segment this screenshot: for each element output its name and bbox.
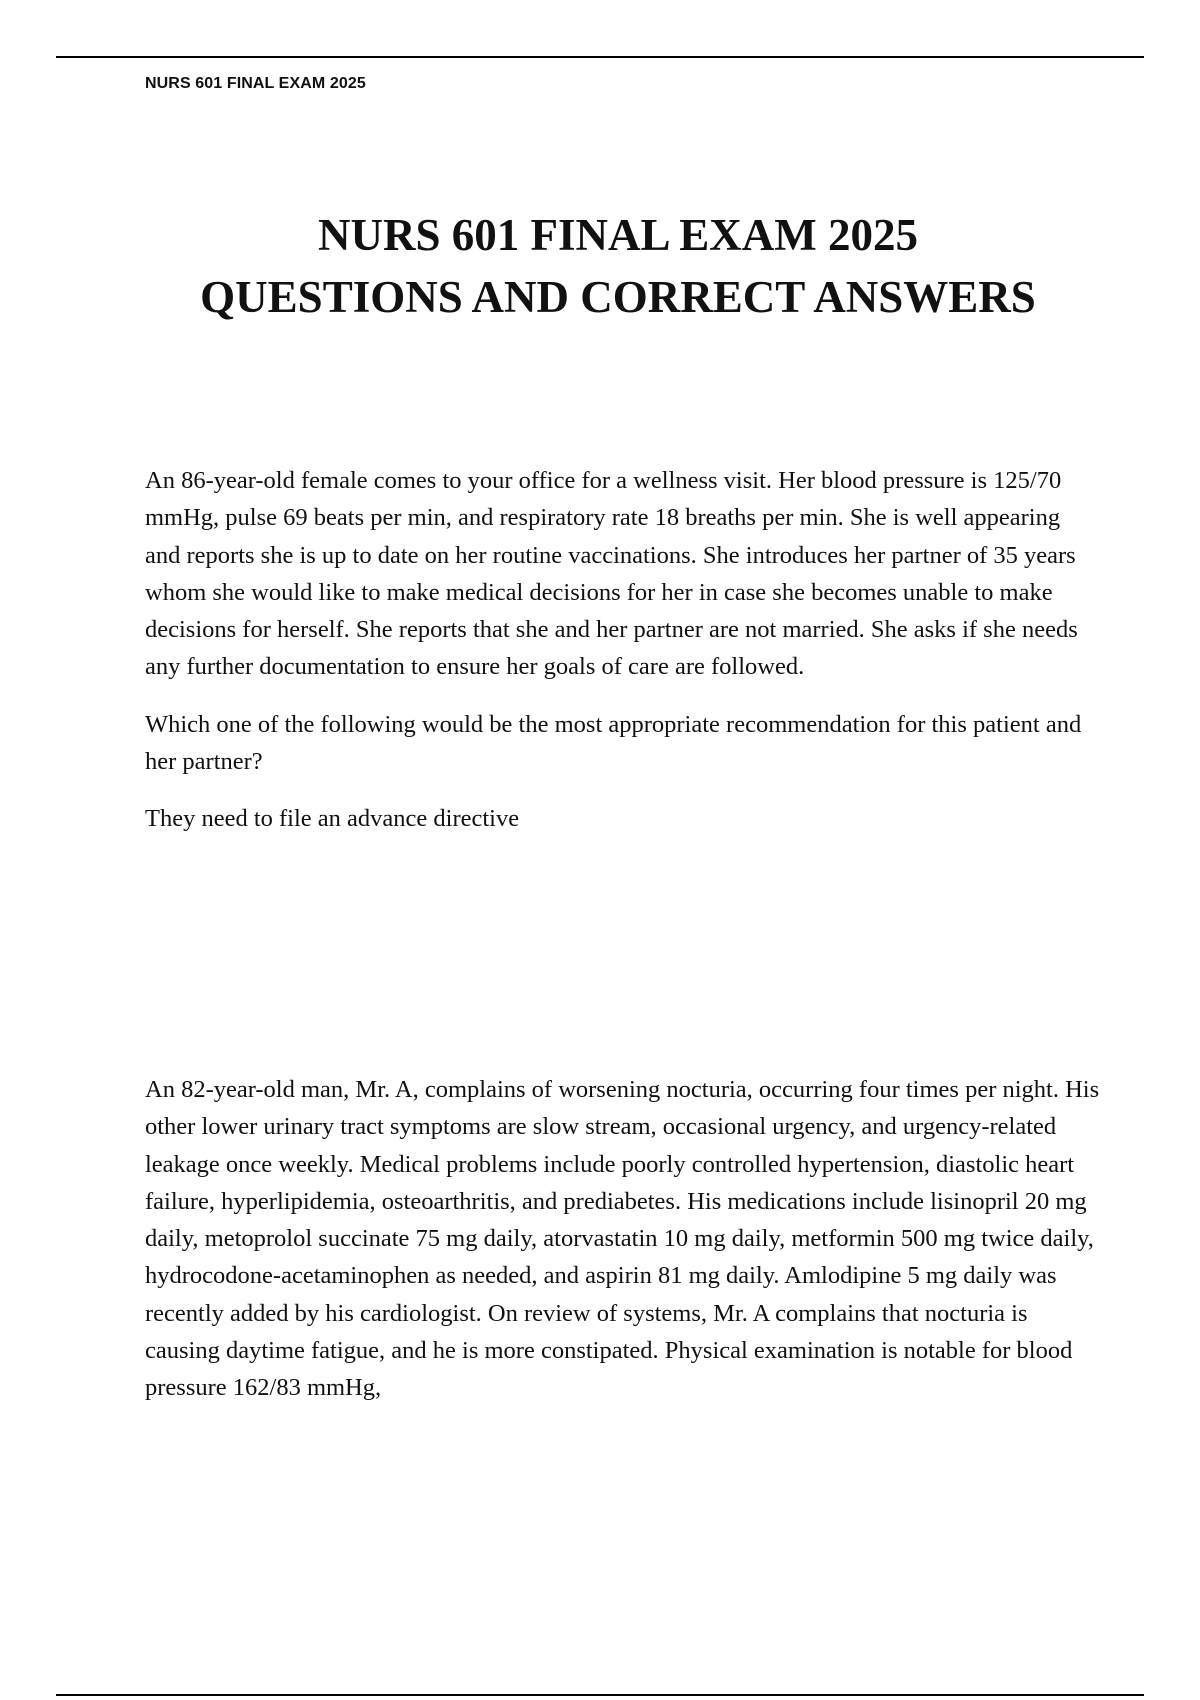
question-1-prompt: Which one of the following would be the most appropriate recommendation for this patient and her partner? — [145, 710, 1082, 776]
document-title-line-2: QUESTIONS AND CORRECT ANSWERS — [200, 272, 1036, 322]
question-1-answer: They need to file an advance directive — [145, 805, 520, 833]
document-title-line-1: NURS 601 FINAL EXAM 2025 — [317, 210, 919, 260]
question-1 — [145, 462, 1100, 858]
footer-rule — [56, 1694, 1144, 1696]
question-2 — [145, 1071, 1100, 1427]
running-header: NURS 601 FINAL EXAM 2025 — [145, 75, 366, 92]
header-rule — [56, 56, 1144, 58]
question-2-stem: An 82-year-old man, Mr. A, complains of worsening nocturia, occurring four times per night. His other lower urinary tract symptoms are slow stream, occasional urgency, and urgency-related leakage once weekly. Medical problems include poorly controlled hypertension, diastolic heart failure, hyperlipidemia, osteoarthritis, and prediabetes. His medications include lisinopril 20 mg daily, metoprolol succinate 75 mg daily, atorvastatin 10 mg daily, metformin 500 mg twice daily, hydrocodone-acetaminophen as needed, and aspirin 81 mg daily. Amlodipine 5 mg daily was recently added by his cardiologist. On review of systems, Mr. A complains that nocturia is causing daytime fatigue, and he is more constipated. Physical examination is notable for blood pressure 162/83 mmHg, — [145, 1076, 1100, 1402]
document-title — [0, 204, 1200, 328]
question-1-stem: An 86-year-old female comes to your office for a wellness visit. Her blood pressure is 125/70 mmHg, pulse 69 beats per min, and respiratory rate 18 breaths per min. She is well appearing and reports she is up to date on her routine vaccinations. She introduces her partner of 35 years whom she would like to make medical decisions for her in case she becomes unable to make decisions for herself. She reports that she and her partner are not married. She asks if she needs any further documentation to ensure her goals of care are followed. — [145, 467, 1078, 681]
